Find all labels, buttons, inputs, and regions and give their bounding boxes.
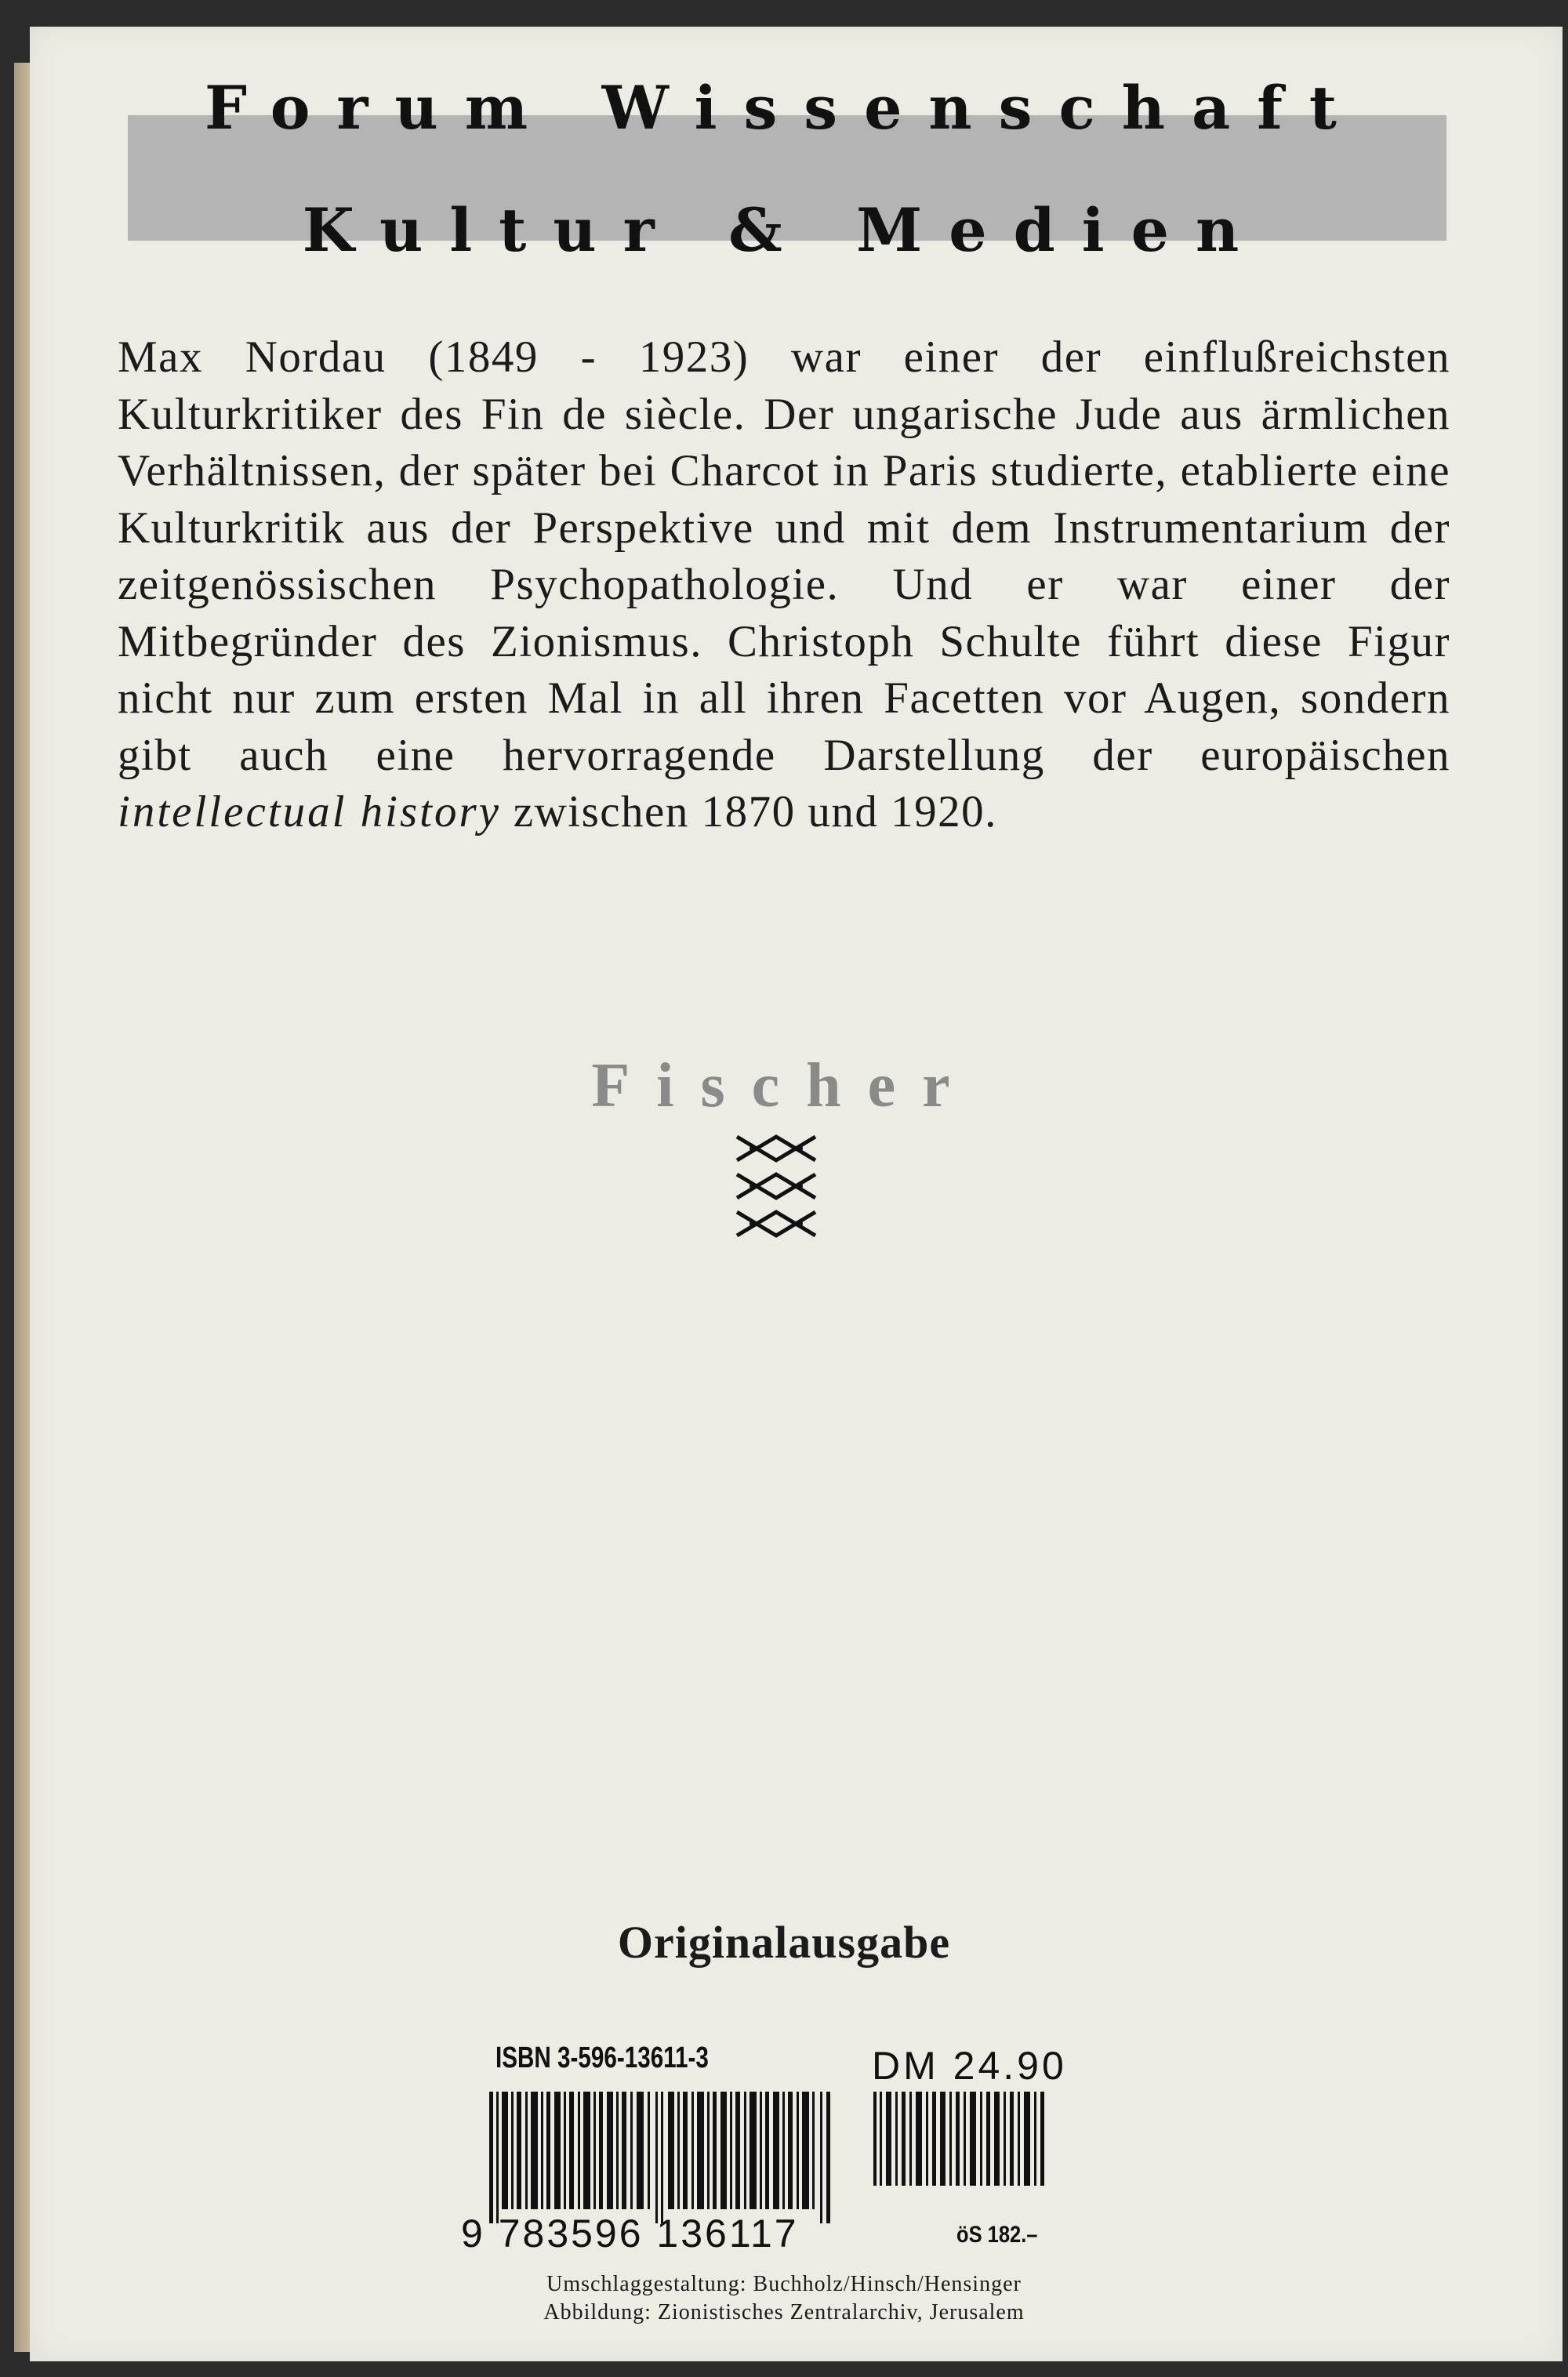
blurb-italic-phrase: intellectual history bbox=[118, 787, 502, 836]
series-title: Forum Wissenschaft bbox=[204, 73, 1364, 143]
blurb-main: Max Nordau (1849 - 1923) war einer der einflußreichsten Kulturkritiker des Fin de siècle. Der ungarische Jude aus ärmlichen Verhältnissen, der später bei Charcot in Paris studierte, etablierte eine Kulturkritik aus der Perspektive und mit dem Instrumentarium der zeitgenössischen Psychopathologie. Und er war einer der Mitbegründer des Zionismus. Christoph Schulte führt diese Figur nicht nur zum ersten Mal in all ihren Facetten vor Augen, sondern gibt auch eine hervorragende Darstellung der europäischen bbox=[118, 332, 1450, 780]
cover-design-credit: Umschlaggestaltung: Buchholz/Hinsch/Hensinger bbox=[546, 2272, 1022, 2296]
isbn-barcode bbox=[488, 2092, 839, 2223]
blurb-end: zwischen 1870 und 1920. bbox=[501, 787, 997, 836]
price-austria: öS 182.– bbox=[956, 2222, 1038, 2248]
blurb-text bbox=[118, 329, 1450, 841]
publisher-name: Fischer bbox=[591, 1051, 977, 1120]
isbn-label: ISBN 3-596-13611-3 bbox=[495, 2041, 709, 2074]
credits bbox=[0, 2270, 1568, 2327]
price-dm: DM 24.90 bbox=[872, 2044, 1067, 2088]
barcode-digits: 9 783596 136117 bbox=[461, 2212, 799, 2255]
fish-logo-icon bbox=[729, 1129, 823, 1245]
series-subtitle: Kultur & Medien bbox=[302, 195, 1266, 265]
illustration-credit: Abbildung: Zionistisches Zentralarchiv, Jerusalem bbox=[543, 2300, 1025, 2324]
price-barcode bbox=[872, 2092, 1049, 2186]
edition-note: Originalausgabe bbox=[617, 1917, 951, 1968]
